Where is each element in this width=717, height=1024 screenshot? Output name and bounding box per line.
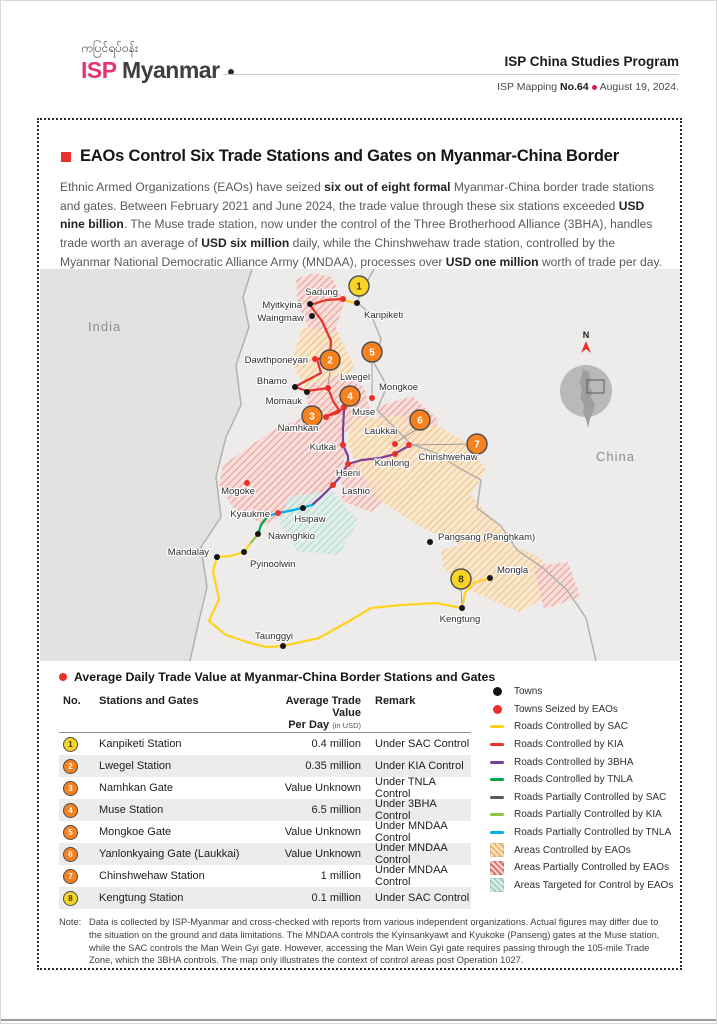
- page-title: EAOs Control Six Trade Stations and Gates on Myanmar-China Border: [80, 147, 619, 165]
- trade-table-heading: Average Daily Trade Value at Myanmar-China Border Stations and Gates: [74, 670, 496, 684]
- map-svg: [40, 269, 680, 661]
- table-row: [59, 887, 471, 909]
- map-town-label: Kyaukme: [230, 509, 270, 520]
- station-name: Yanlonkyaing Gate (Laukkai): [99, 848, 240, 860]
- trade-value: 0.35 million: [305, 760, 361, 772]
- map-station-marker-7: [467, 434, 487, 454]
- station-number-chip: 2: [63, 759, 78, 774]
- svg-text:5: 5: [369, 347, 375, 359]
- trade-value: 0.4 million: [311, 738, 361, 750]
- map-town-dot-seized: [323, 414, 329, 420]
- title-row: [61, 147, 619, 166]
- station-number-chip: 5: [63, 825, 78, 840]
- map-station-marker-4: [340, 386, 360, 406]
- col-remark: Remark: [375, 695, 416, 707]
- trade-value: Value Unknown: [284, 848, 361, 860]
- map-town-label: Pyinoolwin: [250, 559, 296, 570]
- trade-value: 6.5 million: [311, 804, 361, 816]
- legend-item: [490, 718, 675, 736]
- map-town-label: Sadung: [305, 287, 338, 298]
- svg-text:6: 6: [417, 415, 423, 427]
- map-station-marker-2: [320, 350, 340, 370]
- note-label: Note:: [59, 917, 82, 927]
- header-divider: [223, 74, 679, 75]
- station-number-chip: 1: [63, 737, 78, 752]
- svg-text:8: 8: [458, 574, 464, 586]
- map-town-dot-town: [280, 643, 286, 649]
- footnote: [59, 916, 665, 967]
- legend-swatch: [490, 725, 504, 728]
- red-dot-bullet: [59, 673, 67, 681]
- map-town-dot-seized: [330, 482, 336, 488]
- station-name: Chinshwehaw Station: [99, 870, 205, 882]
- station-number-chip: 8: [63, 891, 78, 906]
- map-town-dot-town: [241, 549, 247, 555]
- legend-item: [490, 701, 675, 719]
- table-row: [59, 799, 471, 821]
- legend-label: Towns: [514, 686, 543, 698]
- map-town-dot-seized: [392, 441, 398, 447]
- trade-value: Value Unknown: [284, 782, 361, 794]
- legend-label: Areas Controlled by EAOs: [514, 844, 631, 856]
- map-town-label: Momauk: [265, 396, 302, 407]
- legend-swatch: [490, 687, 504, 696]
- table-row: [59, 843, 471, 865]
- table-row: [59, 777, 471, 799]
- map-town-label: Hseni: [335, 468, 361, 479]
- map-town-dot-town: [459, 605, 465, 611]
- remark: Under KIA Control: [375, 760, 464, 772]
- program-title: ISP China Studies Program: [504, 54, 679, 69]
- station-name: Kanpiketi Station: [99, 738, 182, 750]
- title-square-bullet: [61, 152, 71, 162]
- legend-swatch: [490, 861, 504, 875]
- map-station-marker-8: [451, 569, 471, 589]
- svg-text:7: 7: [474, 439, 480, 451]
- map-town-dot-seized: [369, 395, 375, 401]
- map-town-dot-town: [292, 384, 298, 390]
- map-town-label: Chinshwehaw: [418, 452, 478, 463]
- legend-label: Roads Partially Controlled by SAC: [514, 791, 667, 803]
- map-town-dot-seized: [406, 442, 412, 448]
- intro-paragraph: Ethnic Armed Organizations (EAOs) have seized six out of eight formal Myanmar-China border trade stations and gates. Between February 2021 and June 2024, the trade value through these six stations exceeded USD nine billion. The Muse trade station, now under the control of the Three Brotherhood Alliance (3BHA), handles trade worth an average of USD six million daily, while the Chinshwehaw trade station, controlled by the Myanmar National Democratic Alliance Army (MNDAA), processes over USD one million worth of trade per day.: [60, 180, 662, 269]
- border-map: [40, 269, 680, 661]
- map-town-dot-town: [255, 531, 261, 537]
- map-town-dot-seized: [392, 451, 398, 457]
- remark: Under MNDAA Control: [375, 864, 448, 888]
- logo-brand-text: ISP Myanmar: [81, 57, 234, 84]
- remark: Under MNDAA Control: [375, 820, 448, 844]
- map-station-marker-1: [349, 276, 369, 296]
- map-town-label: Hsipaw: [294, 514, 326, 525]
- map-town-dot-town: [427, 539, 433, 545]
- mapping-date: August 19, 2024.: [599, 81, 679, 93]
- map-town-label: Bhamo: [256, 376, 287, 387]
- map-town-dot-town: [214, 554, 220, 560]
- map-town-label: Mandalay: [167, 547, 209, 558]
- legend-label: Roads Partially Controlled by KIA: [514, 809, 662, 821]
- map-town-dot-town: [300, 505, 306, 511]
- legend-swatch: [490, 796, 504, 799]
- legend-item: [490, 771, 675, 789]
- map-town-label: Lashio: [342, 486, 370, 497]
- table-row: [59, 755, 471, 777]
- legend-label: Areas Partially Controlled by EAOs: [514, 862, 670, 874]
- svg-text:N: N: [582, 330, 590, 340]
- logo-burmese-text: ကပြင်ရပ်ဝန်း: [81, 41, 138, 55]
- legend-swatch: [490, 761, 504, 764]
- map-town-label: Taunggyi: [254, 631, 294, 642]
- bottom-divider: [1, 1019, 716, 1021]
- map-town-label: Kanpiketi: [364, 310, 404, 321]
- map-town-label: Kunlong: [374, 458, 410, 469]
- legend-label: Roads Partially Controlled by TNLA: [514, 827, 672, 839]
- station-name: Kengtung Station: [99, 892, 184, 904]
- map-town-label: Waingmaw: [257, 313, 304, 324]
- station-number-chip: 6: [63, 847, 78, 862]
- remark: Under SAC Control: [375, 738, 470, 750]
- legend-item: [490, 736, 675, 754]
- station-name: Muse Station: [99, 804, 164, 816]
- legend-label: Areas Targeted for Control by EAOs: [514, 879, 674, 891]
- legend-label: Roads Controlled by KIA: [514, 739, 624, 751]
- station-name: Mongkoe Gate: [99, 826, 172, 838]
- legend-label: Roads Controlled by TNLA: [514, 774, 633, 786]
- map-town-label: Mongkoe: [379, 382, 419, 393]
- legend-swatch: [490, 705, 504, 714]
- station-name: Lwegel Station: [99, 760, 172, 772]
- map-station-marker-6: [410, 410, 430, 430]
- issue-separator-dot: [592, 85, 597, 90]
- map-town-dot-town: [304, 389, 310, 395]
- station-number-chip: 7: [63, 869, 78, 884]
- map-town-label: Mongla: [497, 565, 529, 576]
- map-town-label: Myitkyina: [262, 300, 302, 311]
- map-town-label: Kutkai: [309, 442, 336, 453]
- legend-item: [490, 824, 675, 842]
- trade-table-header: [59, 693, 471, 733]
- col-no: No.: [63, 695, 81, 707]
- legend-label: Roads Controlled by 3BHA: [514, 756, 634, 768]
- map-town-dot-seized: [340, 296, 346, 302]
- station-number-chip: 3: [63, 781, 78, 796]
- remark: Under TNLA Control: [375, 776, 436, 800]
- map-legend: [490, 683, 675, 894]
- map-town-label: Lwegel: [340, 372, 371, 383]
- map-town-dot-seized: [312, 356, 318, 362]
- trade-table-heading-row: [59, 670, 495, 684]
- map-town-label: Muse: [352, 407, 376, 418]
- station-name: Namhkan Gate: [99, 782, 173, 794]
- svg-text:1: 1: [356, 281, 362, 293]
- legend-item: [490, 841, 675, 859]
- legend-swatch: [490, 778, 504, 781]
- isp-myanmar-logo: [81, 41, 234, 84]
- remark: Under MNDAA Control: [375, 842, 448, 866]
- svg-text:2: 2: [327, 355, 333, 367]
- legend-label: Roads Controlled by SAC: [514, 721, 628, 733]
- map-town-dot-town: [309, 313, 315, 319]
- map-town-dot-seized: [345, 461, 351, 467]
- trade-value: 1 million: [320, 870, 361, 882]
- station-number-chip: 4: [63, 803, 78, 818]
- trade-value: 0.1 million: [311, 892, 361, 904]
- region-label-china: China: [596, 449, 635, 464]
- map-town-dot-seized: [325, 385, 331, 391]
- map-town-dot-town: [307, 301, 313, 307]
- table-row: [59, 821, 471, 843]
- map-town-label: Pangsang (Panghkam): [438, 532, 536, 543]
- region-label-india: India: [88, 319, 122, 334]
- note-text: Data is collected by ISP-Myanmar and cross-checked with reports from various independent organizations. Actual figures may differ due to the situation on the ground and data limitations. The MNDAA controls the Kyinsankyawt and Kyukoke (Panseng) gates at the Muse station, while the SAC controls the Man Wein Gyi gate. However, accessing the Man Wein Gyi gate requires passing through the 105-mile Trade Zone, which the 3BHA controls. The map only illustrates the context of control areas post Operation 1027.: [89, 917, 660, 966]
- svg-text:4: 4: [347, 391, 353, 403]
- legend-swatch: [490, 843, 504, 857]
- legend-item: [490, 789, 675, 807]
- legend-swatch: [490, 743, 504, 746]
- map-town-dot-town: [354, 300, 360, 306]
- mapping-issue-line: ISP Mapping No.64 August 19, 2024.: [497, 81, 679, 93]
- col-stations: Stations and Gates: [99, 695, 199, 707]
- map-town-dot-town: [487, 575, 493, 581]
- legend-item: [490, 877, 675, 895]
- legend-swatch: [490, 878, 504, 892]
- mapping-number: No.64: [560, 81, 589, 93]
- map-town-dot-seized: [275, 510, 281, 516]
- legend-swatch: [490, 813, 504, 816]
- svg-text:3: 3: [309, 411, 315, 423]
- table-row: [59, 733, 471, 755]
- map-town-label: Laukkai: [364, 426, 398, 437]
- map-town-label: Kengtung: [439, 614, 481, 625]
- map-station-marker-5: [362, 342, 382, 362]
- trade-value: Value Unknown: [284, 826, 361, 838]
- map-town-label: Nawnghkio: [268, 531, 315, 542]
- table-row: [59, 865, 471, 887]
- map-town-label: Namhkan: [277, 423, 319, 434]
- map-town-label: Dawthponeyan: [244, 355, 308, 366]
- legend-swatch: [490, 831, 504, 834]
- remark: Under 3BHA Control: [375, 798, 437, 822]
- legend-item: [490, 683, 675, 701]
- trade-table: [59, 693, 471, 909]
- map-town-label: Mogoke: [221, 486, 255, 497]
- legend-label: Towns Seized by EAOs: [514, 703, 618, 715]
- legend-item: [490, 806, 675, 824]
- remark: Under SAC Control: [375, 892, 470, 904]
- col-value: Average Trade Value Per Day (in USD): [285, 695, 361, 731]
- map-town-dot-seized: [340, 442, 346, 448]
- legend-item: [490, 859, 675, 877]
- legend-item: [490, 753, 675, 771]
